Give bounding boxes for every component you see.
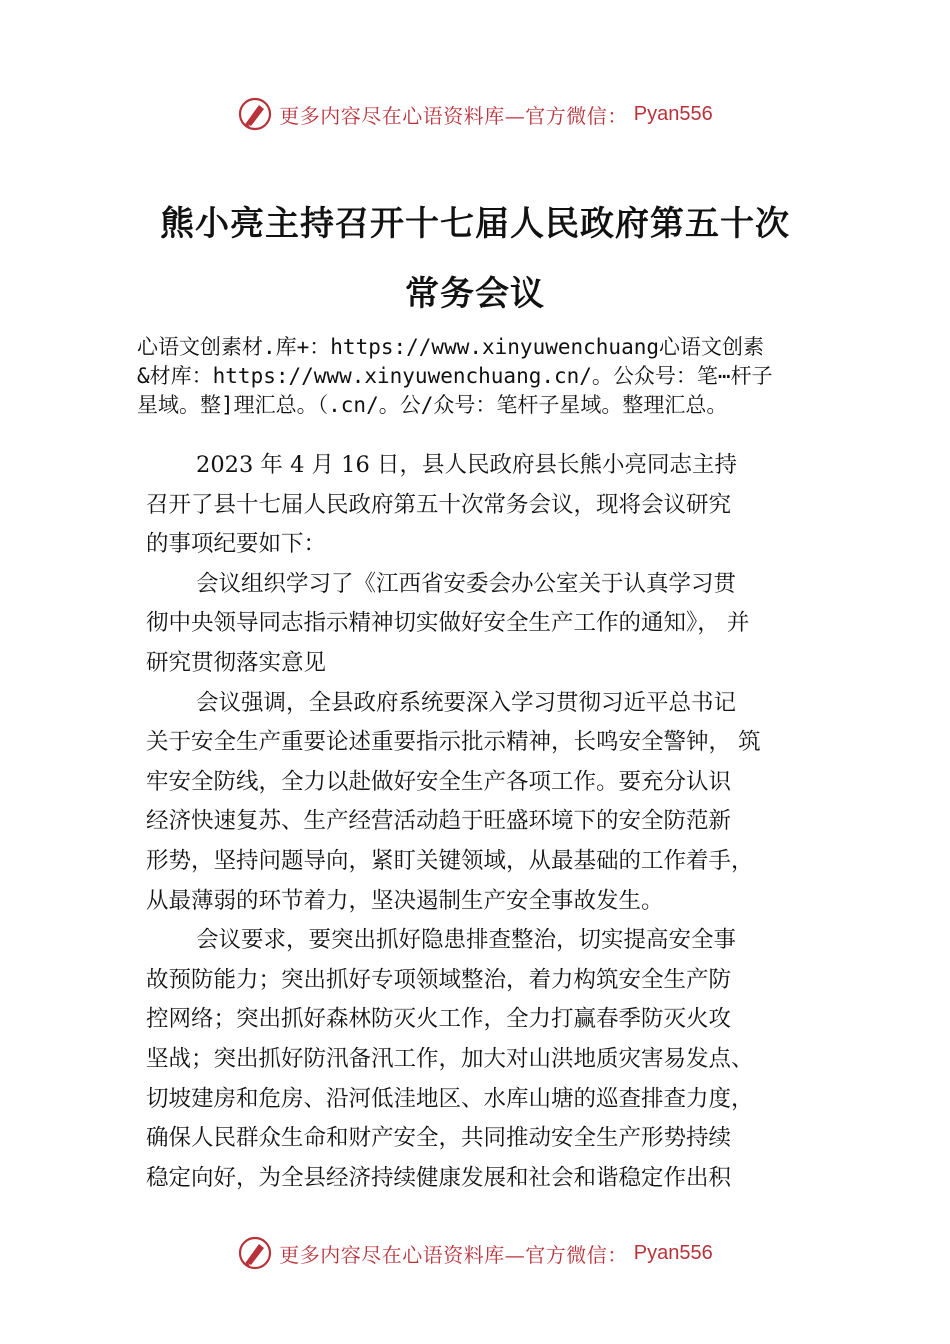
body-line: 会议要求，要突出抓好隐患排查整治，切实提高安全事	[196, 927, 737, 954]
pen-logo-icon	[237, 96, 273, 132]
body-line: 形势，坚持问题导向，紧盯关键领域，从最基础的工作着手，	[146, 847, 754, 874]
pen-logo-icon	[237, 1235, 273, 1271]
body-line: 彻中央领导同志指示精神切实做好安全生产工作的通知》， 并	[146, 610, 750, 637]
document-body	[146, 446, 816, 1198]
header-banner	[0, 94, 950, 134]
body-line: 会议强调，全县政府系统要深入学习贯彻习近平总书记	[196, 689, 737, 716]
body-line: 研究贯彻落实意见	[146, 649, 327, 676]
watermark-line: &材库：https://www.xinyuwenchuang.cn/。公众号：笔⋯杆子	[137, 364, 773, 388]
body-line: 切坡建房和危房、沿河低洼地区、水库山塘的巡查排查力度，	[146, 1085, 754, 1112]
banner-text: 更多内容尽在心语资料库—官方微信：	[279, 103, 628, 128]
body-line: 从最薄弱的环节着力，坚决遏制生产安全事故发生。	[146, 887, 664, 914]
watermark-line: 心语文创素材.库+：https://www.xinyuwenchuang心语文创素	[137, 335, 765, 359]
body-line: 故预防能力；突出抓好专项领域整治，着力构筑安全生产防	[146, 966, 732, 993]
banner-wechat-id: Pyan556	[633, 1241, 713, 1264]
body-line: 2023 年 4 月 16 日，县人民政府县长熊小亮同志主持	[196, 452, 737, 478]
banner-text: 更多内容尽在心语资料库—官方微信：	[279, 1242, 628, 1267]
body-line: 稳定向好，为全县经济持续健康发展和社会和谐稳定作出积	[146, 1164, 732, 1191]
body-line: 的事项纪要如下：	[146, 531, 327, 558]
body-line: 坚战；突出抓好防汛备汛工作，加大对山洪地质灾害易发点、	[146, 1045, 754, 1072]
document-title-line-2: 常务会议	[405, 274, 545, 314]
body-line: 牢安全防线，全力以赴做好安全生产各项工作。要充分认识	[146, 768, 732, 795]
body-line: 确保人民群众生命和财产安全，共同推动安全生产形势持续	[146, 1125, 732, 1152]
footer-banner	[0, 1233, 950, 1273]
body-line: 会议组织学习了《江西省安委会办公室关于认真学习贯	[196, 570, 737, 597]
source-watermark-text	[137, 333, 837, 420]
document-title-line-1: 熊小亮主持召开十七届人民政府第五十次	[160, 204, 790, 244]
body-line: 召开了县十七届人民政府第五十次常务会议，现将会议研究	[146, 491, 732, 518]
body-line: 控网络；突出抓好森林防灭火工作，全力打赢春季防灭火攻	[146, 1006, 732, 1033]
body-line: 经济快速复苏、生产经营活动趋于旺盛环境下的安全防范新	[146, 808, 732, 835]
banner-wechat-id: Pyan556	[633, 102, 713, 125]
body-line: 关于安全生产重要论述重要指示批示精神，长鸣安全警钟， 筑	[146, 729, 761, 756]
watermark-line: 星域。整]理汇总。（.cn/。公/众号：笔杆子星域。整理汇总。	[137, 393, 728, 417]
